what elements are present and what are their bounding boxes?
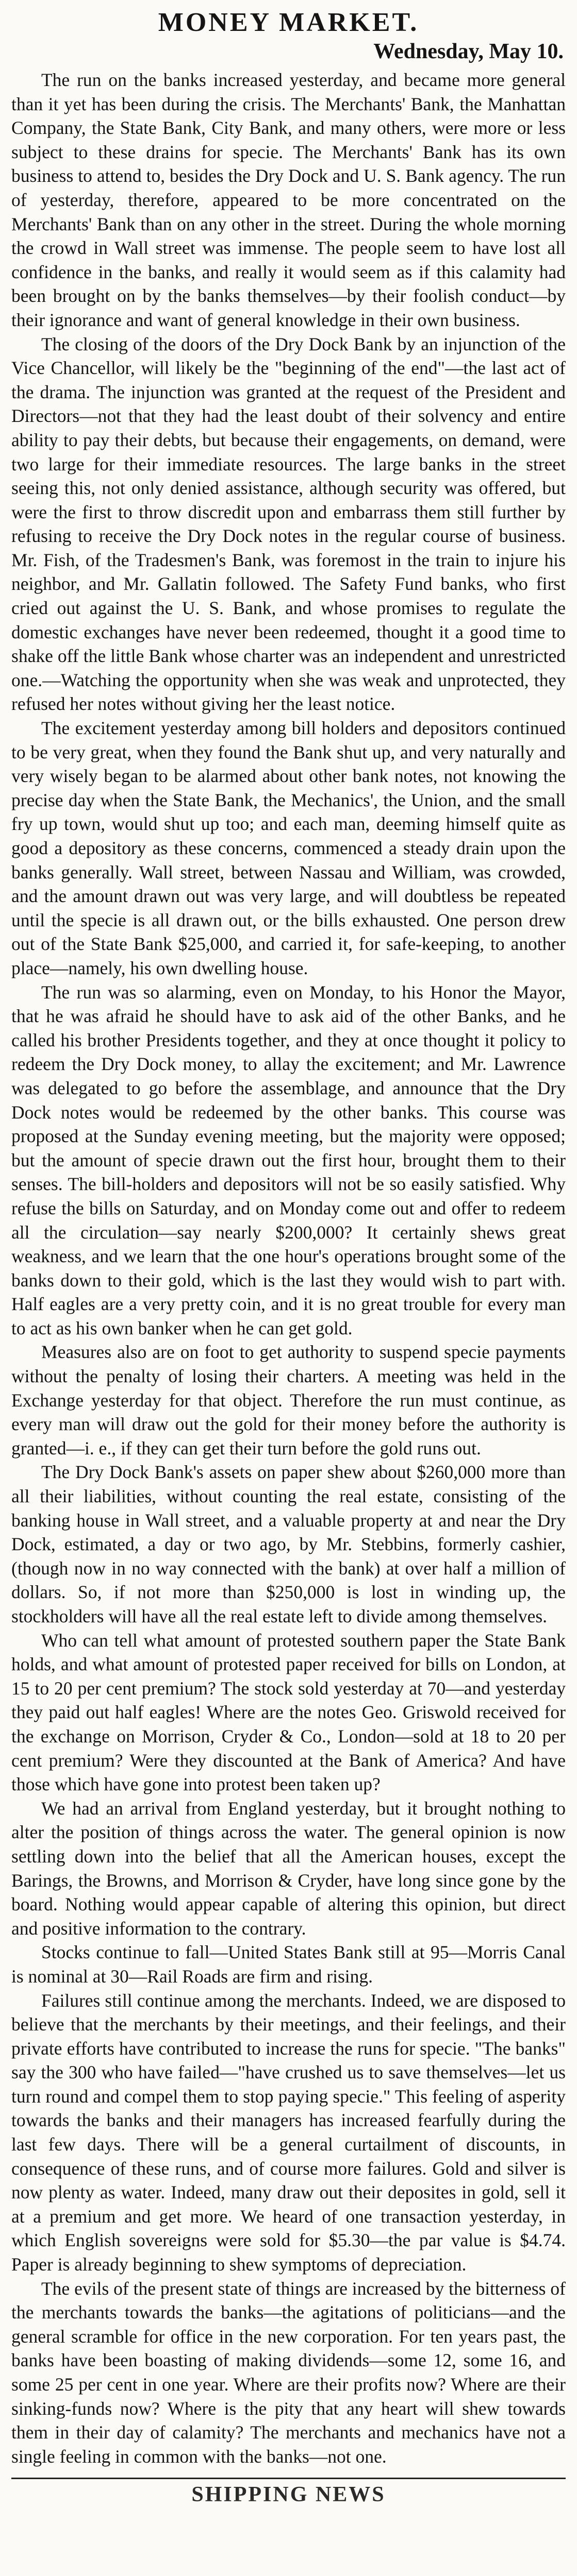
article-body: [11, 68, 566, 2468]
paragraph: Measures also are on foot to get authority to suspend specie payments without the penalty of losing their charters. A meeting was held in the Exchange yesterday for that object. Therefore the run must continue, as every man will draw out the gold for their money before the authority is granted—i. e., if they can get their turn before the gold runs out.: [11, 1342, 566, 1459]
paragraph: We had an arrival from England yesterday, but it brought nothing to alter the position of things across the water. The general opinion is now settling down into the belief that all the American houses, except the Barings, the Browns, and Morrison & Cryder, have long since gone by the board. Nothing would appear capable of altering this opinion, but direct and positive information to the contrary.: [11, 1798, 566, 1939]
paragraph: The run was so alarming, even on Monday, to his Honor the Mayor, that he was afraid he should have to ask aid of the other Banks, and he called his brother Presidents together, and they at once thought it policy to redeem the Dry Dock money, to allay the excitement; and Mr. Lawrence was delegated to go before the assemblage, and announce that the Dry Dock notes would be redeemed by the other banks. This course was proposed at the Sunday evening meeting, but the majority were opposed; but the amount of specie drawn out the first hour, brought them to their senses. The bill-holders and depositors will not be so easily satisfied. Why refuse the bills on Saturday, and on Monday come out and offer to redeem all the circulation—say nearly $200,000? It certainly shews great weakness, and we learn that the one hour's operations brought some of the banks down to their gold, which is the last they would wish to part with. Half eagles are a very pretty coin, and it is no great trouble for every man to act as his own banker when he can get gold.: [11, 981, 566, 1338]
paragraph: The excitement yesterday among bill holders and depositors continued to be very great, when they found the Bank shut up, and very naturally and very wisely began to be alarmed about other bank notes, not knowing the precise day when the State Bank, the Mechanics', the Union, and the small fry up town, would shut up too; and each man, deeming himself quite as good a depository as these concerns, commenced a steady drain upon the banks generally. Wall street, between Nassau and William, was crowded, and the amount drawn out was very large, and will doubtless be repeated until the specie is all drawn out, or the bills exhausted. One person drew out of the State Bank $25,000, and carried it, for safe-keeping, to another place—namely, his own dwelling house.: [11, 718, 566, 978]
article-column: [11, 7, 566, 2507]
paragraph: The evils of the present state of things are increased by the bitterness of the merchants towards the banks—the agitations of politicians—and the general scramble for office in the new corporation. For ten years past, the banks have been boasting of making dividends—some 12, some 16, and some 25 per cent in one year. Where are their profits now? Where are their sinking-funds now? Where is the pity that any heart will shew towards them in their day of calamity? The merchants and mechanics have not a single feeling in common with the banks—not one.: [11, 2278, 566, 2467]
paragraph: Who can tell what amount of protested southern paper the State Bank holds, and what amount of protested paper received for bills on London, at 15 to 20 per cent premium? The stock sold yesterday at 70—and yesterday they paid out half eagles! Where are the notes Geo. Griswold received for the exchange on Morrison, Cryder & Co., London—sold at 18 to 20 per cent premium? Were they discounted at the Bank of America? And have those which have gone into protest been taken up?: [11, 1630, 566, 1795]
article-dateline: Wednesday, May 10.: [373, 40, 564, 63]
next-section-heading: SHIPPING NEWS: [191, 2483, 386, 2507]
section-divider: [11, 2478, 566, 2479]
paragraph: Stocks continue to fall—United States Bank still at 95—Morris Canal is nominal at 30—Rail Roads are firm and rising.: [11, 1942, 566, 1987]
paragraph: The Dry Dock Bank's assets on paper shew about $260,000 more than all their liabilities, without counting the real estate, consisting of the banking house in Wall street, and a valuable property at and near the Dry Dock, estimated, a day or two ago, by Mr. Stebbins, formerly cashier, (though now in no way connected with the bank) at over half a million of dollars. So, if not more than $250,000 is lost in winding up, the stockholders will have all the real estate left to divide among themselves.: [11, 1462, 566, 1626]
paragraph: The run on the banks increased yesterday, and became more general than it yet has been during the crisis. The Merchants' Bank, the Manhattan Company, the State Bank, City Bank, and many others, were more or less subject to these drains for specie. The Merchants' Bank has its own business to attend to, besides the Dry Dock and U. S. Bank agency. The run of yesterday, therefore, appeared to be more concentrated on the Merchants' Bank than on any other in the street. During the whole morning the crowd in Wall street was immense. The people seem to have lost all confidence in the banks, and really it would seem as if this calamity had been brought on by the banks themselves—by their foolish conduct—by their ignorance and want of general knowledge in their own business.: [11, 70, 566, 330]
paragraph: Failures still continue among the merchants. Indeed, we are disposed to believe that the merchants by their meetings, and their feelings, and their private efforts have contributed to increase the runs for specie. "The banks" say the 300 who have failed—"have crushed us to save themselves—let us turn round and compel them to stop paying specie." This feeling of asperity towards the banks and their managers has increased fearfully during the last few days. There will be a general curtailment of discounts, in consequence of these runs, and of course more failures. Gold and silver is now plenty as water. Indeed, many draw out their deposites in gold, sell it at a premium and get more. We heard of one transaction yesterday, in which English sovereigns were sold for $5.30—the par value is $4.74. Paper is already beginning to shew symptoms of depreciation.: [11, 1990, 566, 2275]
article-heading: MONEY MARKET.: [158, 8, 419, 37]
paragraph: The closing of the doors of the Dry Dock Bank by an injunction of the Vice Chancellor, will likely be the "beginning of the end"—the last act of the drama. The injunction was granted at the request of the President and Directors—not that they had the least doubt of their solvency and entire ability to pay their debts, but because their engagements, on demand, were two large for their immediate resources. The large banks in the street seeing this, not only denied assistance, although security was offered, but were the first to throw discredit upon and embarrass them still further by refusing to receive the Dry Dock notes in the regular course of business. Mr. Fish, of the Tradesmen's Bank, was foremost in the train to injure his neighbor, and Mr. Gallatin followed. The Safety Fund banks, who first cried out against the U. S. Bank, and whose promises to regulate the domestic exchanges have never been redeemed, thought it a good time to shake off the little Bank whose charter was an independent and unrestricted one.—Watching the opportunity when she was weak and unprotected, they refused her notes without giving her the least notice.: [11, 333, 566, 715]
